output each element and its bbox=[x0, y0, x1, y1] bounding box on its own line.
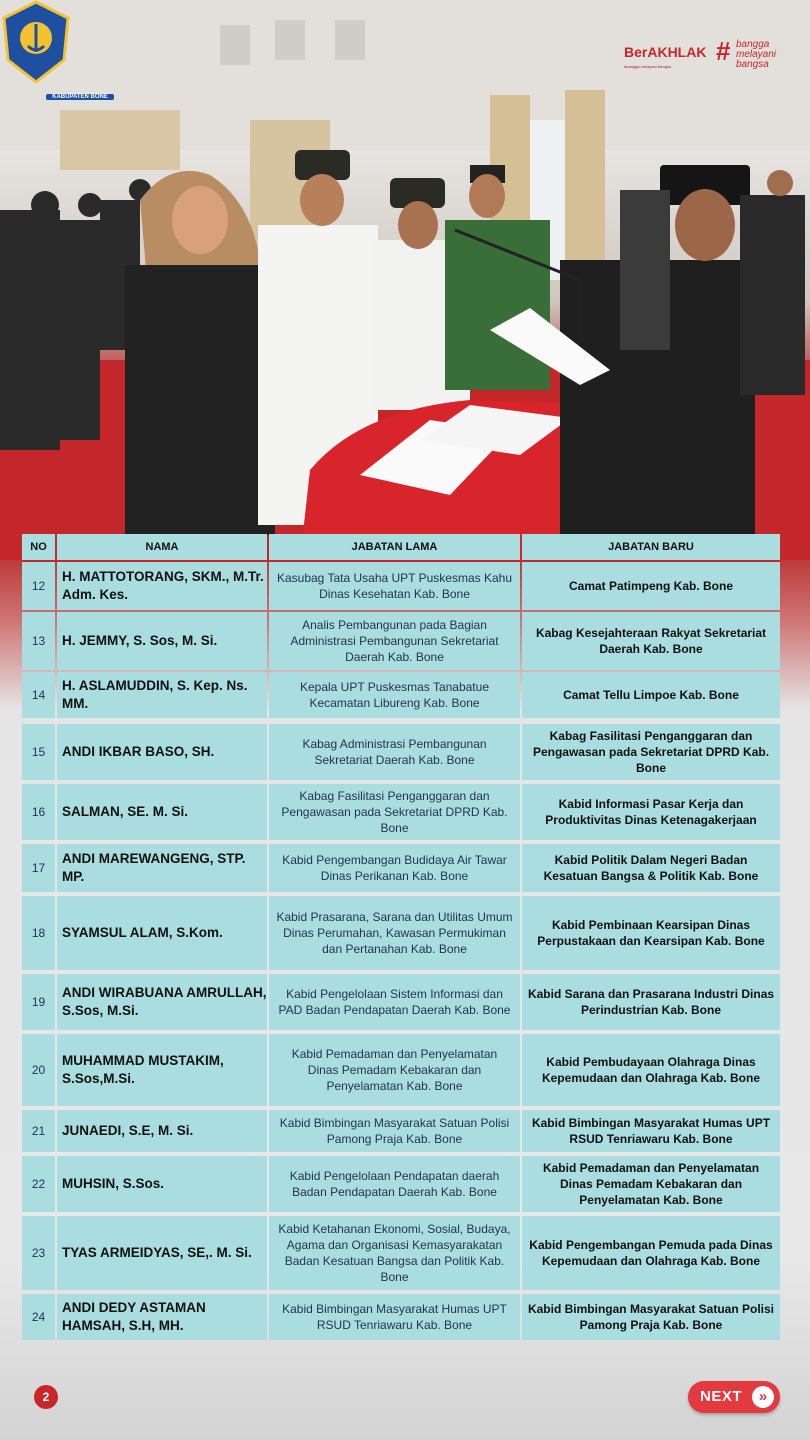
swearing-in-ceremony-illustration bbox=[0, 0, 810, 560]
header-nama: NAMA bbox=[57, 534, 267, 560]
row-jabatan-lama: Kabid Pengembangan Budidaya Air Tawar Dinas Perikanan Kab. Bone bbox=[269, 844, 520, 892]
table-row bbox=[22, 1156, 780, 1212]
row-jabatan-lama: Kabid Pemadaman dan Penyelamatan Dinas Pemadam Kebakaran dan Penyelamatan Kab. Bone bbox=[269, 1034, 520, 1106]
row-jabatan-lama: Kabag Fasilitasi Penganggaran dan Pengawasan pada Sekretariat DPRD Kab. Bone bbox=[269, 784, 520, 840]
row-jabatan-baru: Kabag Kesejahteraan Rakyat Sekretariat Daerah Kab. Bone bbox=[522, 612, 780, 670]
row-jabatan-baru: Kabid Pembudayaan Olahraga Dinas Kepemudaan dan Olahraga Kab. Bone bbox=[522, 1034, 780, 1106]
row-jabatan-lama: Kabid Ketahanan Ekonomi, Sosial, Budaya, Agama dan Organisasi Kemasyarakatan Badan Kesatuan Bangsa dan Politik Kab. Bone bbox=[269, 1216, 520, 1290]
table-row bbox=[22, 672, 780, 718]
table-row bbox=[22, 1110, 780, 1152]
row-no: 22 bbox=[22, 1156, 55, 1212]
next-button-label: NEXT bbox=[700, 1388, 743, 1405]
row-no: 14 bbox=[22, 672, 55, 718]
row-jabatan-baru: Kabid Pemadaman dan Penyelamatan Dinas Pemadam Kebakaran dan Penyelamatan Kab. Bone bbox=[522, 1156, 780, 1212]
row-nama: H. JEMMY, S. Sos, M. Si. bbox=[57, 612, 267, 670]
row-nama: SALMAN, SE. M. Si. bbox=[57, 784, 267, 840]
row-jabatan-lama: Kabid Prasarana, Sarana dan Utilitas Umum Dinas Perumahan, Kawasan Permukiman dan Pertanahan Kab. Bone bbox=[269, 896, 520, 970]
hash-icon: # bbox=[716, 36, 731, 66]
row-jabatan-baru: Kabid Sarana dan Prasarana Industri Dinas Perindustrian Kab. Bone bbox=[522, 974, 780, 1030]
row-nama: ANDI DEDY ASTAMAN HAMSAH, S.H, MH. bbox=[57, 1294, 267, 1340]
row-no: 23 bbox=[22, 1216, 55, 1290]
row-nama: ANDI WIRABUANA AMRULLAH, S.Sos, M.Si. bbox=[57, 974, 267, 1030]
table-row bbox=[22, 1216, 780, 1290]
table-row bbox=[22, 1294, 780, 1340]
row-no: 17 bbox=[22, 844, 55, 892]
header-no: NO bbox=[22, 534, 55, 560]
row-nama: TYAS ARMEIDYAS, SE,. M. Si. bbox=[57, 1216, 267, 1290]
regency-logo-label: KABUPATEN BONE bbox=[46, 94, 114, 100]
row-jabatan-baru: Kabid Pembinaan Kearsipan Dinas Perpustakaan dan Kearsipan Kab. Bone bbox=[522, 896, 780, 970]
side-word-1: bangga bbox=[736, 39, 770, 50]
row-jabatan-baru: Camat Patimpeng Kab. Bone bbox=[522, 562, 780, 610]
row-nama: ANDI IKBAR BASO, SH. bbox=[57, 724, 267, 780]
table-row bbox=[22, 784, 780, 840]
row-nama: JUNAEDI, S.E, M. Si. bbox=[57, 1110, 267, 1152]
row-nama: MUHSIN, S.Sos. bbox=[57, 1156, 267, 1212]
row-jabatan-baru: Kabid Pengembangan Pemuda pada Dinas Kepemudaan dan Olahraga Kab. Bone bbox=[522, 1216, 780, 1290]
bangga-melayani-bangsa bbox=[736, 40, 776, 70]
side-word-3: bangsa bbox=[736, 59, 769, 70]
row-jabatan-lama: Kabag Administrasi Pembangunan Sekretariat Daerah Kab. Bone bbox=[269, 724, 520, 780]
row-jabatan-baru: Kabag Fasilitasi Penganggaran dan Pengawasan pada Sekretariat DPRD Kab. Bone bbox=[522, 724, 780, 780]
row-nama: ANDI MAREWANGENG, STP. MP. bbox=[57, 844, 267, 892]
table-row bbox=[22, 612, 780, 670]
kabupaten-bone-logo bbox=[0, 0, 72, 84]
row-jabatan-lama: Kabid Bimbingan Masyarakat Humas UPT RSUD Tenriawaru Kab. Bone bbox=[269, 1294, 520, 1340]
side-word-2: melayani bbox=[736, 49, 777, 60]
row-jabatan-lama: Analis Pembangunan pada Bagian Administrasi Pembangunan Sekretariat Daerah Kab. Bone bbox=[269, 612, 520, 670]
table-row bbox=[22, 844, 780, 892]
row-jabatan-baru: Kabid Bimbingan Masyarakat Humas UPT RSUD Tenriawaru Kab. Bone bbox=[522, 1110, 780, 1152]
row-jabatan-baru: Camat Tellu Limpoe Kab. Bone bbox=[522, 672, 780, 718]
next-button[interactable] bbox=[688, 1381, 780, 1413]
berakhlak-tagline: #bangga melayani bangsa bbox=[624, 64, 671, 69]
berakhlak-wordmark: BerAKHLAK bbox=[624, 44, 707, 60]
row-nama: H. MATTOTORANG, SKM., M.Tr. Adm. Kes. bbox=[57, 562, 267, 610]
row-jabatan-lama: Kabid Bimbingan Masyarakat Satuan Polisi Pamong Praja Kab. Bone bbox=[269, 1110, 520, 1152]
table-row bbox=[22, 1034, 780, 1106]
row-no: 20 bbox=[22, 1034, 55, 1106]
row-jabatan-baru: Kabid Politik Dalam Negeri Badan Kesatuan Bangsa & Politik Kab. Bone bbox=[522, 844, 780, 892]
row-no: 12 bbox=[22, 562, 55, 610]
row-jabatan-lama: Kabid Pengelolaan Sistem Informasi dan PAD Badan Pendapatan Daerah Kab. Bone bbox=[269, 974, 520, 1030]
row-no: 18 bbox=[22, 896, 55, 970]
page-number-badge: 2 bbox=[34, 1385, 58, 1409]
double-chevron-right-icon: » bbox=[752, 1386, 774, 1408]
row-no: 15 bbox=[22, 724, 55, 780]
row-nama: SYAMSUL ALAM, S.Kom. bbox=[57, 896, 267, 970]
row-jabatan-baru: Kabid Bimbingan Masyarakat Satuan Polisi Pamong Praja Kab. Bone bbox=[522, 1294, 780, 1340]
table-row bbox=[22, 896, 780, 970]
row-jabatan-lama: Kepala UPT Puskesmas Tanabatue Kecamatan Libureng Kab. Bone bbox=[269, 672, 520, 718]
header-jabatan-lama: JABATAN LAMA bbox=[269, 534, 520, 560]
row-nama: H. ASLAMUDDIN, S. Kep. Ns. MM. bbox=[57, 672, 267, 718]
table-row bbox=[22, 562, 780, 610]
row-jabatan-lama: Kasubag Tata Usaha UPT Puskesmas Kahu Dinas Kesehatan Kab. Bone bbox=[269, 562, 520, 610]
row-no: 21 bbox=[22, 1110, 55, 1152]
table-row bbox=[22, 974, 780, 1030]
table-header bbox=[22, 534, 780, 560]
header-jabatan-baru: JABATAN BARU bbox=[522, 534, 780, 560]
row-jabatan-lama: Kabid Pengelolaan Pendapatan daerah Badan Pendapatan Daerah Kab. Bone bbox=[269, 1156, 520, 1212]
row-nama: MUHAMMAD MUSTAKIM, S.Sos,M.Si. bbox=[57, 1034, 267, 1106]
row-no: 13 bbox=[22, 612, 55, 670]
row-jabatan-baru: Kabid Informasi Pasar Kerja dan Produktivitas Dinas Ketenagakerjaan bbox=[522, 784, 780, 840]
row-no: 19 bbox=[22, 974, 55, 1030]
berakhlak-logo bbox=[624, 36, 794, 76]
header-photo bbox=[0, 0, 810, 560]
row-no: 16 bbox=[22, 784, 55, 840]
row-no: 24 bbox=[22, 1294, 55, 1340]
table-row bbox=[22, 724, 780, 780]
